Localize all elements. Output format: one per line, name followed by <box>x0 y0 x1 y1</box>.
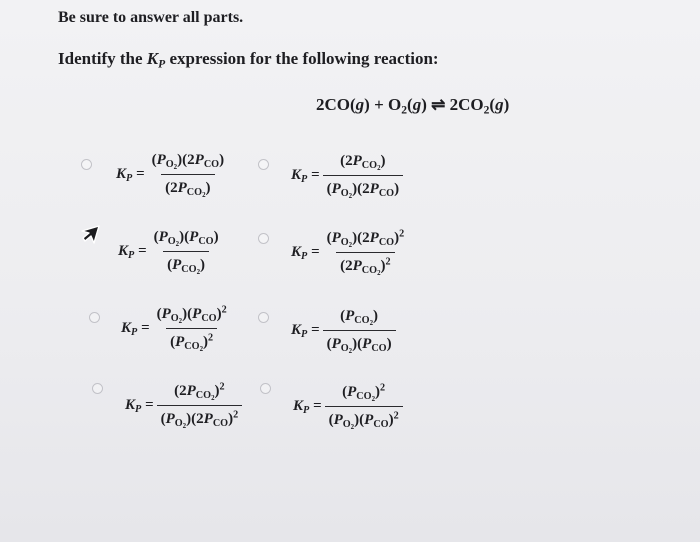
kp-label: $K_P$ = <box>291 167 320 186</box>
kp-symbol: $K_P$ <box>146 49 166 71</box>
fraction: $\frac{(P_{O_2})(2P_{CO})}{(2P_{CO_2})}$ <box>151 152 225 200</box>
kp-label: $K_P$ = <box>125 397 154 416</box>
option-h-expression <box>293 382 403 432</box>
radio-option-h[interactable] <box>260 383 271 394</box>
fraction: $\frac{(P_{CO_2})^2}{(P_{O_2})(P_{CO})^2}$ <box>325 384 403 429</box>
fraction: $\frac{(P_{CO_2})}{(P_{O_2})(P_{CO})}$ <box>323 308 396 353</box>
option-g-expression <box>125 381 242 431</box>
fraction: $\frac{(P_{O_2})(P_{CO})}{(P_{CO_2})}$ <box>153 229 219 277</box>
radio-option-f[interactable] <box>258 312 269 323</box>
question-prefix: Identify the <box>58 49 147 68</box>
radio-option-g[interactable] <box>92 383 103 394</box>
mouse-pointer-icon <box>79 222 105 248</box>
kp-label: $K_P$ = <box>121 320 150 339</box>
kp-label: $K_P$ = <box>118 243 147 262</box>
question-suffix: expression for the following reaction: <box>165 49 439 68</box>
option-e-expression <box>121 304 231 354</box>
option-f-expression <box>291 308 396 356</box>
fraction: $\frac{(P_{O_2})(2P_{CO})^2}{(2P_{CO_2})^2}$ <box>326 228 405 278</box>
kp-label: $K_P$ = <box>293 398 322 417</box>
radio-option-e[interactable] <box>89 312 100 323</box>
reaction-equation: $2CO(g) + O_2(g)$ ⇌ $2CO_2(g)$ <box>316 95 510 117</box>
option-a-expression <box>116 152 228 200</box>
radio-option-b[interactable] <box>258 159 269 170</box>
kp-label: $K_P$ = <box>291 244 320 263</box>
option-d-expression <box>291 228 408 278</box>
option-c-expression <box>118 229 223 277</box>
fraction: $\frac{(2P_{CO_2})^2}{(P_{O_2})(2P_{CO})^2}$ <box>157 383 243 428</box>
radio-option-d[interactable] <box>258 233 269 244</box>
option-b-expression <box>291 153 403 201</box>
fraction: $\frac{(2P_{CO_2})}{(P_{O_2})(2P_{CO})}$ <box>323 153 404 198</box>
kp-label: $K_P$ = <box>116 166 145 185</box>
kp-label: $K_P$ = <box>291 322 320 341</box>
fraction: $\frac{(P_{O_2})(P_{CO})^2}{(P_{CO_2})^2}$ <box>156 304 227 354</box>
radio-option-a[interactable] <box>81 159 92 170</box>
question-text <box>58 49 439 69</box>
instruction-text: Be sure to answer all parts. <box>58 9 244 26</box>
